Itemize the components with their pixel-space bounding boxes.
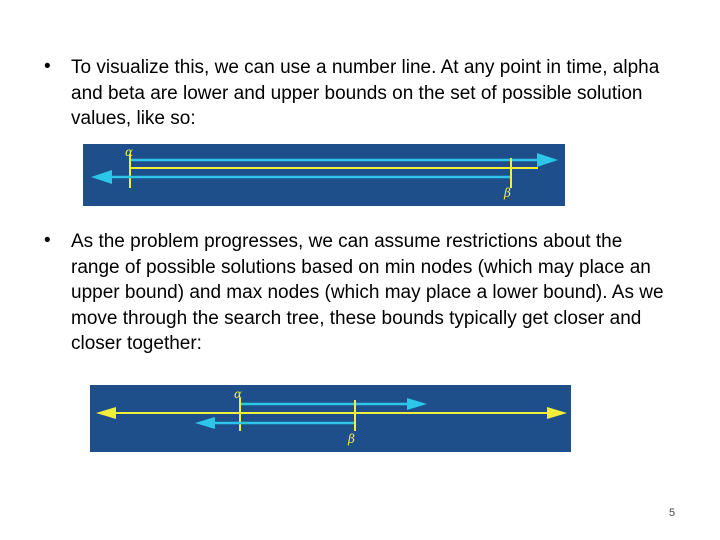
number-line-arrow-left [96, 407, 116, 419]
bullet-text-1: To visualize this, we can use a number line. At any point in time, alpha and beta are lower and upper bounds on the set of possible solution values, like so: [71, 57, 660, 129]
alpha-label: α [234, 387, 243, 401]
number-line-diagram-2 [90, 385, 571, 452]
number-line-svg-2 [90, 385, 571, 452]
beta-label: β [348, 432, 355, 446]
alpha-arrowhead-right [407, 398, 427, 410]
number-line-diagram-1 [83, 144, 565, 206]
alpha-label: α [125, 145, 134, 159]
beta-arrowhead-left [91, 170, 112, 184]
bullet-text-2: As the problem progresses, we can assume restrictions about the range of possible solutions based on min nodes (which may place an upper bound) and max nodes (which may place a lower bound). As we move through the search tree, these bounds typically get closer and closer together: [71, 231, 664, 354]
page-number: 5 [668, 507, 676, 519]
bullet-marker-1: • [44, 56, 51, 77]
beta-label: β [504, 186, 511, 200]
bullet-marker-2: • [44, 230, 51, 251]
number-line-svg-1 [83, 144, 565, 206]
alpha-arrowhead-right [537, 153, 558, 167]
number-line-arrow-right [547, 407, 567, 419]
beta-arrowhead-left [195, 417, 215, 429]
